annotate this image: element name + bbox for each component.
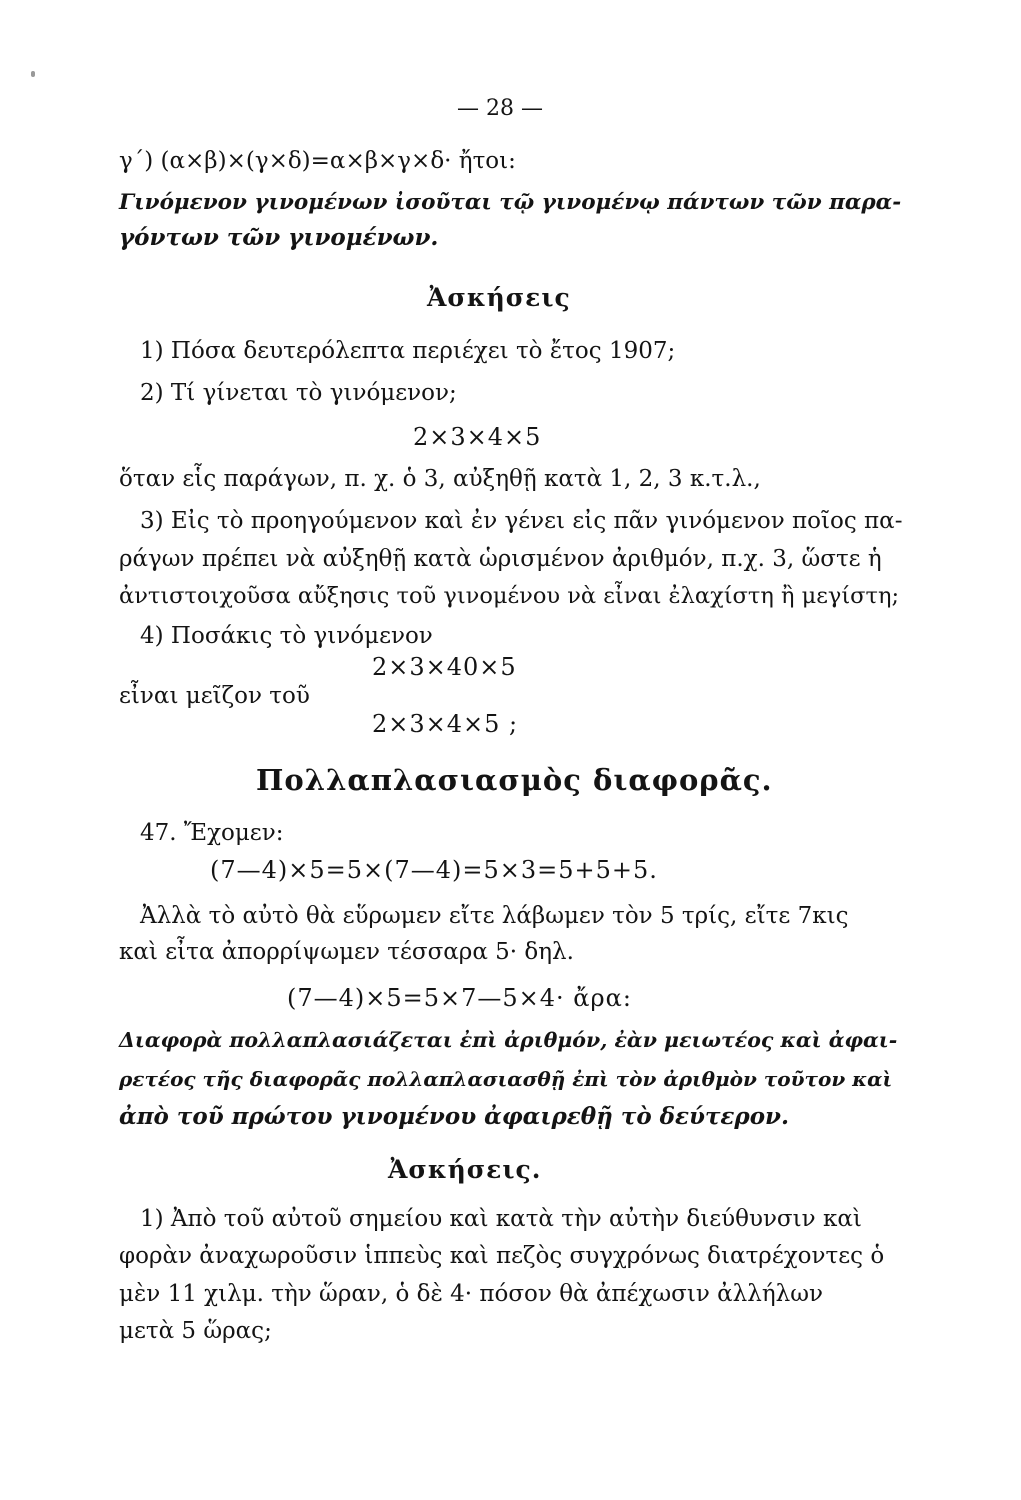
exercise-4-continuation: εἶναι μεῖζον τοῦ xyxy=(119,683,310,709)
exercise-2-continuation: ὅταν εἷς παράγων, π. χ. ὁ 3, αὐξηθῇ κατὰ 1, 2, 3 κ.τ.λ., xyxy=(119,466,761,492)
exercise-2-1-line-3: μὲν 11 χιλμ. τὴν ὥραν, ὁ δὲ 4· πόσον θὰ ἀπέχωσιν ἀλλήλων xyxy=(119,1281,823,1307)
formula-product-compare: 2×3×4×5 ; xyxy=(372,710,519,738)
exercise-2-1-line-4: μετὰ 5 ὥρας; xyxy=(119,1318,272,1344)
section-heading-exercises-2: Ἀσκήσεις. xyxy=(388,1155,542,1184)
formula-product: 2×3×4×5 xyxy=(413,423,542,451)
section-heading-exercises: Ἀσκήσεις xyxy=(427,283,571,312)
exercise-3-line-1: 3) Εἰς τὸ προηγούμενον καὶ ἐν γένει εἰς πᾶν γινόμενον ποῖος πα- xyxy=(140,508,903,534)
page-number: — 28 — xyxy=(457,96,543,121)
product-identity: γ΄) (α×β)×(γ×δ)=α×β×γ×δ· ἤτοι: xyxy=(119,148,516,174)
paragraph-47-line-2: καὶ εἶτα ἀπορρίψωμεν τέσσαρα 5· δηλ. xyxy=(119,939,574,965)
exercise-1: 1) Πόσα δευτερόλεπτα περιέχει τὸ ἔτος 1907; xyxy=(140,338,676,364)
difference-rule-line-1: Διαφορὰ πολλαπλασιάζεται ἐπὶ ἀριθμόν, ἐὰν μειωτέος καὶ ἀφαι- xyxy=(119,1028,898,1052)
page-speck xyxy=(31,71,35,77)
paragraph-47-line-1: Ἀλλὰ τὸ αὐτὸ θὰ εὕρωμεν εἴτε λάβωμεν τὸν 5 τρίς, εἴτε 7κις xyxy=(140,903,849,929)
paragraph-47-label: 47. Ἔχομεν: xyxy=(140,820,284,846)
exercise-2: 2) Τί γίνεται τὸ γινόμενον; xyxy=(140,380,457,406)
section-heading-difference-multiplication: Πολλαπλασιασμὸς διαφορᾶς. xyxy=(256,763,773,797)
difference-rule-line-2: ρετέος τῆς διαφορᾶς πολλαπλασιασθῇ ἐπὶ τὸν ἀριθμὸν τοῦτον καὶ xyxy=(119,1067,893,1091)
difference-rule-line-3: ἀπὸ τοῦ πρώτου γινομένου ἀφαιρεθῇ τὸ δεύτερον. xyxy=(119,1103,790,1130)
exercise-4: 4) Ποσάκις τὸ γινόμενον xyxy=(140,623,433,649)
exercise-2-1-line-1: 1) Ἀπὸ τοῦ αὐτοῦ σημείου καὶ κατὰ τὴν αὐτὴν διεύθυνσιν καὶ xyxy=(140,1206,862,1232)
formula-product-40: 2×3×40×5 xyxy=(372,653,517,681)
exercise-3-line-2: ράγων πρέπει νὰ αὐξηθῇ κατὰ ὡρισμένον ἀριθμόν, π.χ. 3, ὥστε ἡ xyxy=(119,546,882,572)
exercise-2-1-line-2: φορὰν ἀναχωροῦσιν ἱππεὺς καὶ πεζὸς συγχρόνως διατρέχοντες ὁ xyxy=(119,1243,885,1269)
exercise-3-line-3: ἀντιστοιχοῦσα αὔξησις τοῦ γινομένου νὰ εἶναι ἐλαχίστη ἢ μεγίστη; xyxy=(119,583,900,609)
rule-text-line-2: γόντων τῶν γινομένων. xyxy=(119,224,439,251)
formula-distributive: (7—4)×5=5×7—5×4· ἄρα: xyxy=(287,984,632,1012)
formula-difference: (7—4)×5=5×(7—4)=5×3=5+5+5. xyxy=(210,856,658,884)
rule-text-line-1: Γινόμενον γινομένων ἰσοῦται τῷ γινομένῳ πάντων τῶν παρα- xyxy=(119,190,902,215)
